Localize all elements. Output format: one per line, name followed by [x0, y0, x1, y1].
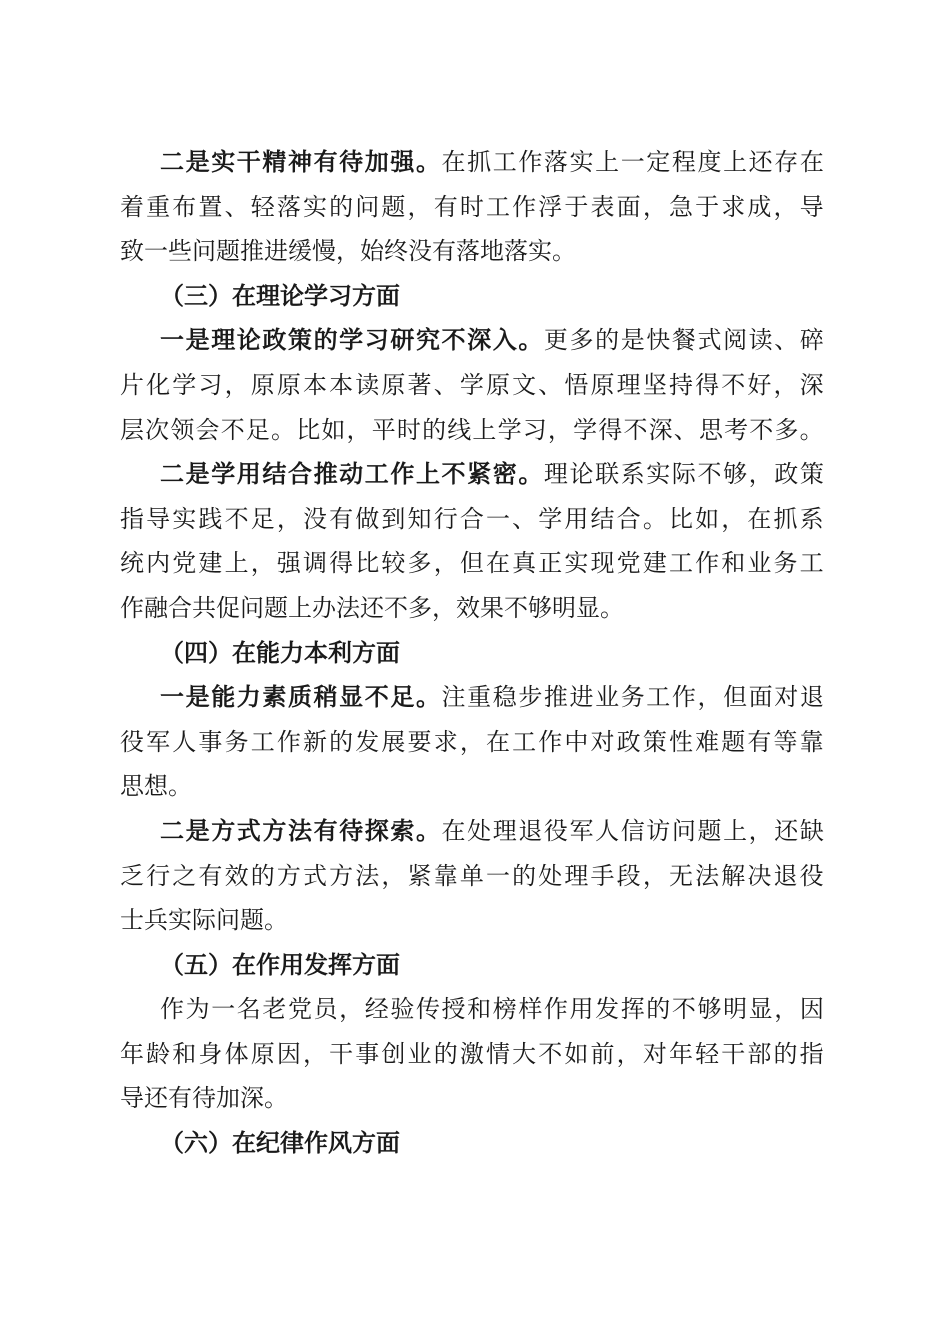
paragraph-line: 思 想 。: [120, 772, 192, 801]
paragraph-line: 统 内 党 建 上 ， 强 调 得 比 较 多 ， 但 在 真 正 实 现 党 建 工 作 和 业 务 工: [120, 549, 824, 578]
paragraph-line: 层 次 领 会 不 足 。 比 如 ， 平 时 的 线 上 学 习 ， 学 得 不 深 、 思 考 不 多 。: [120, 415, 824, 444]
document-body: [120, 140, 824, 1166]
paragraph-line: 致 一 些 问 题 推 进 缓 慢 ， 始 终 没 有 落 地 落 实 。: [120, 237, 576, 266]
paragraph-line: 二 是 方 式 方 法 有 待 探 索 。 在 处 理 退 役 军 人 信 访 问 题 上 ， 还 缺: [160, 815, 824, 845]
paragraph-line: 役 军 人 事 务 工 作 新 的 发 展 要 求 ， 在 工 作 中 对 政 策 性 难 题 有 等 靠: [120, 727, 824, 756]
paragraph-line: 片 化 学 习 ， 原 原 本 本 读 原 著 、 学 原 文 、 悟 原 理 坚 持 得 不 好 ， 深: [120, 370, 824, 399]
paragraph-line: 二 是 学 用 结 合 推 动 工 作 上 不 紧 密 。 理 论 联 系 实 际 不 够 ， 政 策: [160, 459, 824, 489]
paragraph-line: 一 是 能 力 素 质 稍 显 不 足 。 注 重 稳 步 推 进 业 务 工 作 ， 但 面 对 退: [160, 682, 824, 712]
section-heading: （ 五 ） 在 作 用 发 挥 方 面: [160, 949, 400, 979]
section-heading: （ 四 ） 在 能 力 本 利 方 面: [160, 637, 400, 667]
section-heading: （ 六 ） 在 纪 律 作 风 方 面: [160, 1128, 400, 1158]
paragraph-line: 年 龄 和 身 体 原 因 ， 干 事 创 业 的 激 情 大 不 如 前 ， 对 年 轻 干 部 的 指: [120, 1039, 824, 1068]
paragraph-line: 作 为 一 名 老 党 员 ， 经 验 传 授 和 榜 样 作 用 发 挥 的 不 够 明 显 ， 因: [160, 995, 824, 1024]
paragraph-line: 着 重 布 置 、 轻 落 实 的 问 题 ， 有 时 工 作 浮 于 表 面 ， 急 于 求 成 ， 导: [120, 192, 824, 221]
paragraph-line: 指 导 实 践 不 足 ， 没 有 做 到 知 行 合 一 、 学 用 结 合 。 比 如 ， 在 抓 系: [120, 504, 824, 533]
paragraph-line: 乏 行 之 有 效 的 方 式 方 法 ， 紧 靠 单 一 的 处 理 手 段 ， 无 法 解 决 退 役: [120, 861, 824, 890]
paragraph-line: 二 是 实 干 精 神 有 待 加 强 。 在 抓 工 作 落 实 上 一 定 程 度 上 还 存 在: [160, 147, 824, 176]
paragraph-line: 一 是 理 论 政 策 的 学 习 研 究 不 深 入 。 更 多 的 是 快 餐 式 阅 读 、 碎: [160, 325, 824, 355]
section-heading: （ 三 ） 在 理 论 学 习 方 面: [160, 280, 400, 310]
paragraph-line: 士 兵 实 际 问 题 。: [120, 906, 288, 935]
paragraph-line: 作 融 合 共 促 问 题 上 办 法 还 不 多 ， 效 果 不 够 明 显 。: [120, 593, 624, 622]
paragraph-line: 导 还 有 待 加 深 。: [120, 1084, 288, 1113]
